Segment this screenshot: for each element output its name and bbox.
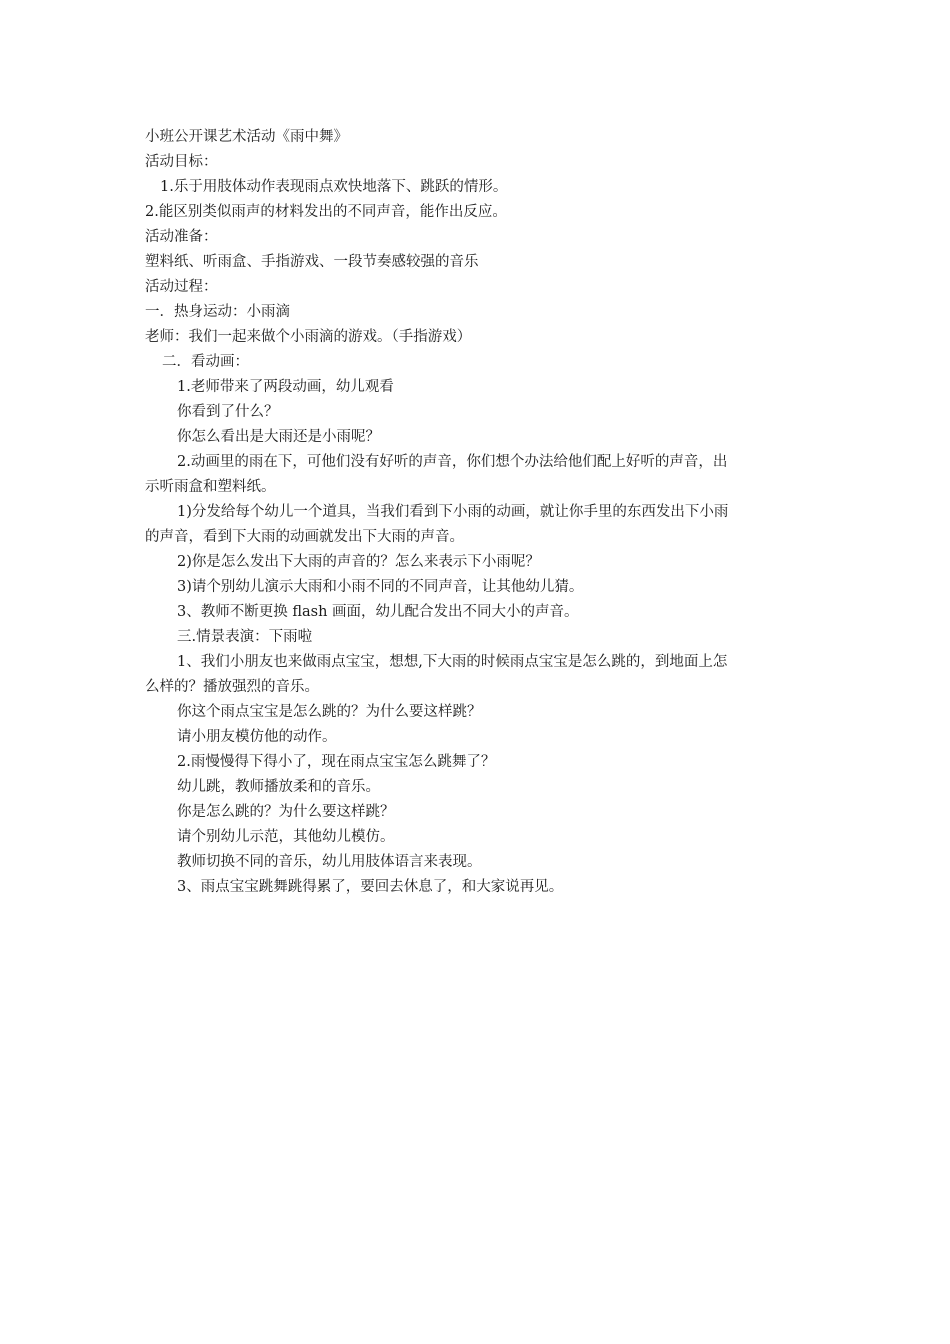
step3-line9: 3、雨点宝宝跳舞跳得累了，要回去休息了，和大家说再见。 bbox=[177, 879, 564, 895]
step3-line2: 你这个雨点宝宝是怎么跳的？为什么要这样跳？ bbox=[177, 704, 482, 720]
step3-line7: 请个别幼儿示范，其他幼儿模仿。 bbox=[177, 829, 395, 845]
step3-line8: 教师切换不同的音乐，幼儿用肢体语言来表现。 bbox=[177, 854, 482, 870]
step2-line8: 3、教师不断更换 flash 画面，幼儿配合发出不同大小的声音。 bbox=[177, 604, 579, 620]
step2-line5a: 1)分发给每个幼儿一个道具，当我们看到下小雨的动画，就让你手里的东西发出下小雨 bbox=[177, 504, 729, 520]
step3-line5: 幼儿跳，教师播放柔和的音乐。 bbox=[177, 779, 380, 795]
document-title: 小班公开课艺术活动《雨中舞》 bbox=[145, 129, 348, 145]
step3-line6: 你是怎么跳的？为什么要这样跳？ bbox=[177, 804, 395, 820]
step2-line2: 你看到了什么？ bbox=[177, 404, 279, 420]
step2-line7: 3)请个别幼儿演示大雨和小雨不同的不同声音，让其他幼儿猜。 bbox=[177, 579, 584, 595]
step1-line: 老师：我们一起来做个小雨滴的游戏。（手指游戏） bbox=[145, 329, 472, 345]
goals-heading: 活动目标： bbox=[145, 154, 218, 170]
step3-heading: 三.情景表演：下雨啦 bbox=[177, 629, 313, 645]
step2-heading: 二．看动画： bbox=[162, 354, 249, 370]
step3-line4: 2.雨慢慢得下得小了，现在雨点宝宝怎么跳舞了？ bbox=[177, 754, 496, 770]
prep-items: 塑料纸、听雨盒、手指游戏、一段节奏感较强的音乐 bbox=[145, 254, 479, 270]
step2-line6: 2)你是怎么发出下大雨的声音的？怎么来表示下小雨呢？ bbox=[177, 554, 540, 570]
step3-line1b: 么样的？播放强烈的音乐。 bbox=[145, 679, 319, 695]
step3-line3: 请小朋友模仿他的动作。 bbox=[177, 729, 337, 745]
goal-2: 2.能区别类似雨声的材料发出的不同声音，能作出反应。 bbox=[145, 204, 507, 220]
step2-line5b: 的声音，看到下大雨的动画就发出下大雨的声音。 bbox=[145, 529, 464, 545]
goal-1: 1.乐于用肢体动作表现雨点欢快地落下、跳跃的情形。 bbox=[160, 179, 508, 195]
prep-heading: 活动准备： bbox=[145, 229, 218, 245]
step2-line3: 你怎么看出是大雨还是小雨呢？ bbox=[177, 429, 380, 445]
step2-line4a: 2.动画里的雨在下，可他们没有好听的声音，你们想个办法给他们配上好听的声音，出 bbox=[177, 454, 728, 470]
step1-heading: 一．热身运动：小雨滴 bbox=[145, 304, 290, 320]
process-heading: 活动过程： bbox=[145, 279, 218, 295]
step2-line1: 1.老师带来了两段动画，幼儿观看 bbox=[177, 379, 394, 395]
step3-line1a: 1、我们小朋友也来做雨点宝宝，想想,下大雨的时候雨点宝宝是怎么跳的，到地面上怎 bbox=[177, 654, 728, 670]
step2-line4b: 示听雨盒和塑料纸。 bbox=[145, 479, 276, 495]
